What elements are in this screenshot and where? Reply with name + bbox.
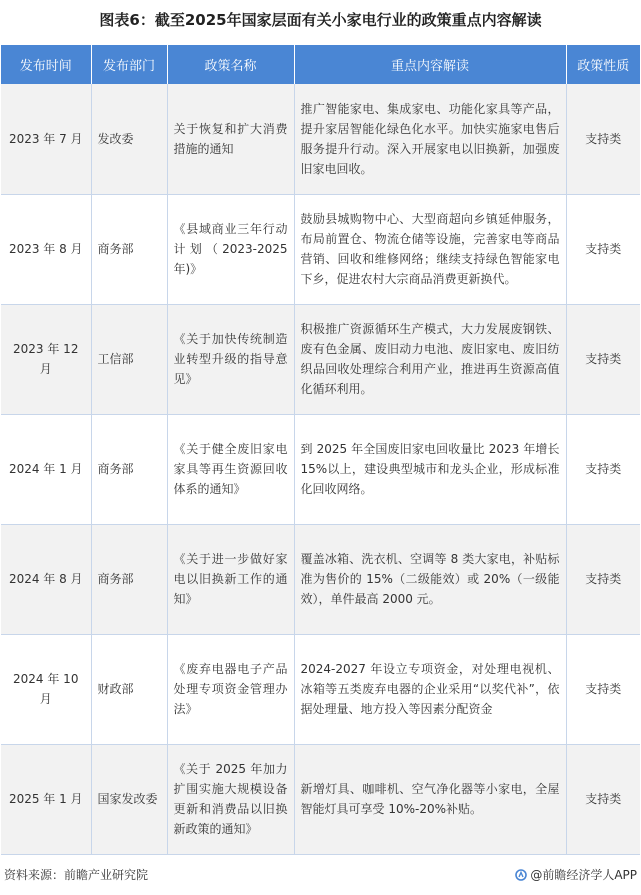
cell-dept: 商务部	[91, 194, 167, 304]
cell-policy-name: 《关于健全废旧家电家具等再生资源回收体系的通知》	[167, 414, 294, 524]
cell-time: 2024 年 10 月	[1, 634, 91, 744]
cell-policy-name: 《关于进一步做好家电以旧换新工作的通知》	[167, 524, 294, 634]
policy-table	[1, 45, 640, 855]
cell-policy-name: 关于恢复和扩大消费措施的通知	[167, 84, 294, 194]
qianzhan-logo-icon	[515, 869, 527, 881]
cell-content: 鼓励县城购物中心、大型商超向乡镇延伸服务，布局前置仓、物流仓储等设施，完善家电等商品营销、回收和维修网络；继续支持绿色智能家电下乡，促进农村大宗商品消费更新换代。	[294, 194, 566, 304]
cell-policy-name: 《县域商业三年行动计划（2023-2025年)》	[167, 194, 294, 304]
header-content: 重点内容解读	[294, 45, 566, 84]
table-header-row	[1, 45, 640, 84]
brand-credit	[515, 866, 637, 883]
cell-dept: 商务部	[91, 414, 167, 524]
figure-title: 图表6：截至2025年国家层面有关小家电行业的政策重点内容解读	[99, 11, 542, 29]
cell-dept: 商务部	[91, 524, 167, 634]
cell-time: 2023 年 8 月	[1, 194, 91, 304]
cell-policy-name: 《废弃电器电子产品处理专项资金管理办法》	[167, 634, 294, 744]
cell-dept: 国家发改委	[91, 744, 167, 854]
cell-policy-name: 《关于加快传统制造业转型升级的指导意见》	[167, 304, 294, 414]
cell-content: 2024-2027 年设立专项资金，对处理电视机、冰箱等五类废弃电器的企业采用“以奖代补”，依据处理量、地方投入等因素分配资金	[294, 634, 566, 744]
cell-content: 积极推广资源循环生产模式，大力发展废钢铁、废有色金属、废旧动力电池、废旧家电、废旧纺织品回收处理综合利用产业，推进再生资源高值化循环利用。	[294, 304, 566, 414]
cell-time: 2023 年 12 月	[1, 304, 91, 414]
cell-nature: 支持类	[566, 634, 640, 744]
cell-content: 到 2025 年全国废旧家电回收量比 2023 年增长15%以上，建设典型城市和龙头企业，形成标准化回收网络。	[294, 414, 566, 524]
table-row	[1, 744, 640, 854]
cell-content: 新增灯具、咖啡机、空气净化器等小家电，全屋智能灯具可享受 10%-20%补贴。	[294, 744, 566, 854]
cell-dept: 财政部	[91, 634, 167, 744]
cell-content: 推广智能家电、集成家电、功能化家具等产品，提升家居智能化绿色化水平。加快实施家电售后服务提升行动。深入开展家电以旧换新，加强废旧家电回收。	[294, 84, 566, 194]
cell-nature: 支持类	[566, 414, 640, 524]
cell-nature: 支持类	[566, 744, 640, 854]
table-row	[1, 414, 640, 524]
header-nature: 政策性质	[566, 45, 640, 84]
cell-time: 2024 年 1 月	[1, 414, 91, 524]
cell-nature: 支持类	[566, 84, 640, 194]
cell-time: 2025 年 1 月	[1, 744, 91, 854]
cell-nature: 支持类	[566, 194, 640, 304]
cell-dept: 工信部	[91, 304, 167, 414]
source-note: 资料来源：前瞻产业研究院	[4, 868, 149, 882]
brand-label: @前瞻经济学人APP	[530, 868, 637, 882]
table-row	[1, 524, 640, 634]
table-row	[1, 634, 640, 744]
header-dept: 发布部门	[91, 45, 167, 84]
cell-time: 2023 年 7 月	[1, 84, 91, 194]
cell-time: 2024 年 8 月	[1, 524, 91, 634]
cell-nature: 支持类	[566, 304, 640, 414]
table-row	[1, 194, 640, 304]
header-time: 发布时间	[1, 45, 91, 84]
cell-content: 覆盖冰箱、洗衣机、空调等 8 类大家电，补贴标准为售价的 15%（二级能效）或 20%（一级能效），单件最高 2000 元。	[294, 524, 566, 634]
header-name: 政策名称	[167, 45, 294, 84]
table-row	[1, 304, 640, 414]
table-row	[1, 84, 640, 194]
cell-dept: 发改委	[91, 84, 167, 194]
cell-nature: 支持类	[566, 524, 640, 634]
cell-policy-name: 《关于 2025 年加力扩围实施大规模设备更新和消费品以旧换新政策的通知》	[167, 744, 294, 854]
